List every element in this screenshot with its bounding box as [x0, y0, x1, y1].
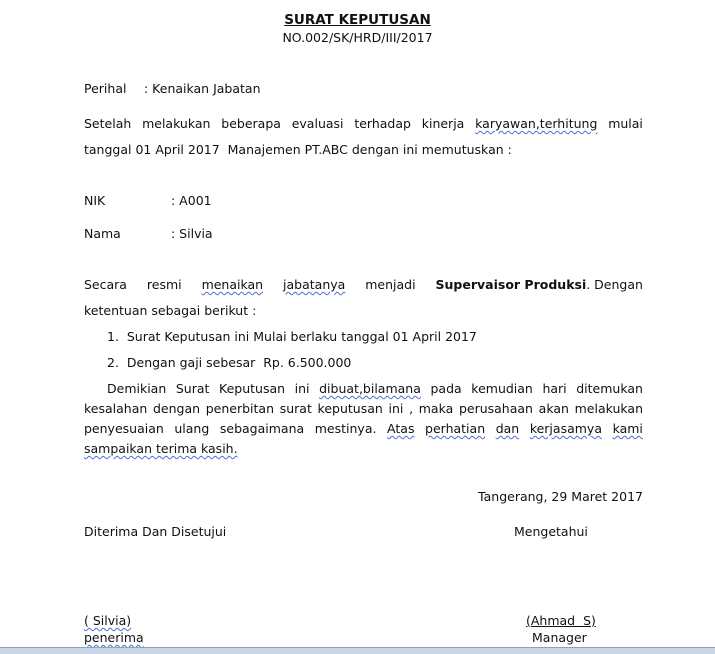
- term-item: 2. Dengan gaji sebesar Rp. 6.500.000: [107, 355, 352, 370]
- word: dengan: [152, 401, 201, 416]
- nik-value: : A001: [171, 193, 212, 208]
- left-sign-heading: Diterima Dan Disetujui: [84, 524, 227, 539]
- word: penyesuaian: [84, 421, 164, 436]
- word: perhatian: [425, 421, 486, 436]
- word: Atas: [387, 421, 415, 436]
- perihal-label: Perihal: [84, 81, 127, 96]
- word: evaluasi: [291, 116, 344, 131]
- word: penerbitan: [205, 401, 275, 416]
- nama-label: Nama: [84, 226, 121, 241]
- word: terhadap: [354, 116, 411, 131]
- word: mestinya.: [314, 421, 377, 436]
- word: kami: [612, 421, 643, 436]
- right-signer-name: (Ahmad S): [526, 613, 596, 628]
- document-title: SURAT KEPUTUSAN: [284, 12, 431, 28]
- word: kerjasamya: [529, 421, 602, 436]
- word: pada: [430, 381, 462, 396]
- word: hari: [542, 381, 567, 396]
- word: perusahaan: [458, 401, 533, 416]
- word: Keputusan: [219, 381, 286, 396]
- intro-line-2: tanggal 01 April 2017 Manajemen PT.ABC dengan ini memutuskan :: [84, 142, 512, 157]
- word: ulang: [174, 421, 210, 436]
- perihal-value: : Kenaikan Jabatan: [144, 81, 261, 96]
- new-position: Supervaisor Produksi: [435, 277, 587, 292]
- left-signer-role: penerima: [84, 630, 144, 645]
- word: keputusan: [317, 401, 383, 416]
- word: kinerja: [421, 116, 465, 131]
- word: Setelah: [84, 116, 132, 131]
- word: akan: [538, 401, 569, 416]
- word: Demikian: [107, 381, 167, 396]
- word: ini: [294, 381, 310, 396]
- decision-line-1: [84, 277, 643, 292]
- left-signer-name: ( Silvia): [84, 613, 132, 628]
- word: kesalahan: [84, 401, 148, 416]
- right-sign-heading: Mengetahui: [514, 524, 588, 539]
- closing-line-3: [84, 421, 643, 436]
- closing-line-2: [84, 401, 643, 416]
- word: Secara: [84, 277, 127, 292]
- decision-line-2: ketentuan sebagai berikut :: [84, 303, 257, 318]
- term-item: 1. Surat Keputusan ini Mulai berlaku tanggal 01 April 2017: [107, 329, 477, 344]
- word: melakukan: [142, 116, 211, 131]
- word: surat: [279, 401, 312, 416]
- word: karyawan,terhitung: [475, 116, 598, 131]
- word: Surat: [175, 381, 210, 396]
- right-signer-role: Manager: [532, 630, 587, 645]
- nama-value: : Silvia: [171, 226, 213, 241]
- document-number: NO.002/SK/HRD/III/2017: [282, 30, 433, 45]
- word: kemudian: [471, 381, 533, 396]
- word: ini: [388, 401, 404, 416]
- word: resmi: [146, 277, 182, 292]
- closing-line-1: [107, 381, 643, 396]
- word: ,: [409, 401, 414, 416]
- word: jabatanya: [283, 277, 346, 292]
- nik-label: NIK: [84, 193, 106, 208]
- intro-line-1: [84, 116, 643, 131]
- word: dan: [495, 421, 520, 436]
- word: beberapa: [221, 116, 281, 131]
- word: melakukan: [574, 401, 643, 416]
- closing-line-4: sampaikan terima kasih.: [84, 441, 238, 456]
- word: menaikan: [201, 277, 264, 292]
- word: dibuat,bilamana: [319, 381, 421, 396]
- place-date: Tangerang, 29 Maret 2017: [478, 489, 643, 504]
- word: ditemukan: [576, 381, 643, 396]
- word: menjadi: [365, 277, 416, 292]
- word: . Dengan: [586, 277, 643, 292]
- word: maka: [418, 401, 454, 416]
- word: sebagaimana: [219, 421, 305, 436]
- word: mulai: [608, 116, 643, 131]
